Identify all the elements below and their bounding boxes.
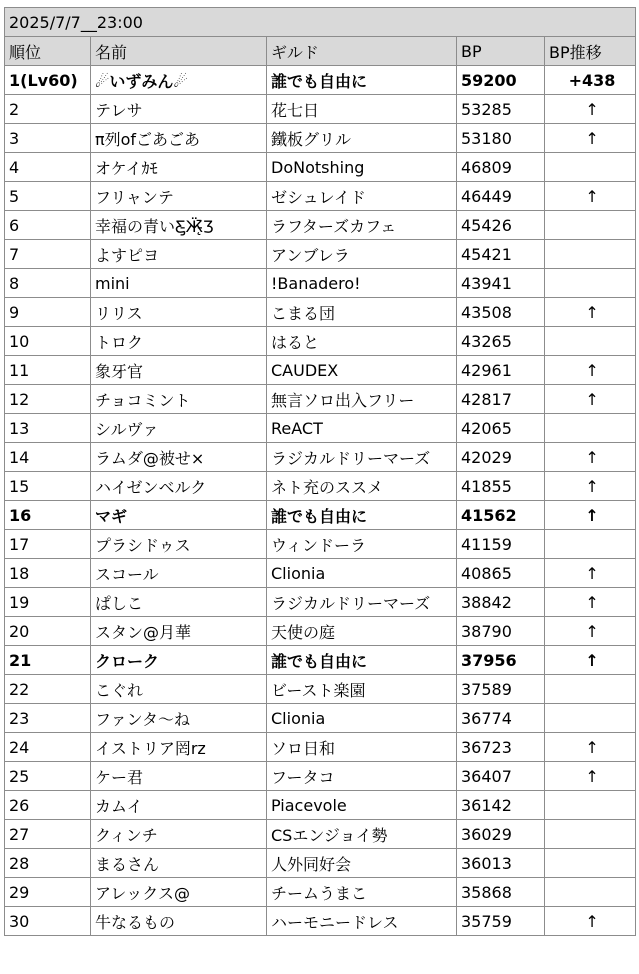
rank-cell[interactable]: 1(Lv60) — [5, 66, 91, 95]
bp-cell[interactable]: 53285 — [457, 95, 545, 124]
table-row — [5, 849, 636, 878]
name-cell[interactable]: ぱしこ — [91, 588, 267, 617]
bp-cell[interactable]: 36723 — [457, 733, 545, 762]
bp-change-cell[interactable] — [545, 327, 636, 356]
guild-cell[interactable]: CAUDEX — [267, 356, 457, 385]
table-row — [5, 907, 636, 936]
rank-cell[interactable]: 16 — [5, 501, 91, 530]
bp-cell[interactable]: 53180 — [457, 124, 545, 153]
bp-change-cell[interactable] — [545, 530, 636, 559]
bp-cell[interactable]: 46809 — [457, 153, 545, 182]
rank-cell[interactable]: 2 — [5, 95, 91, 124]
rank-cell[interactable]: 20 — [5, 617, 91, 646]
guild-cell[interactable]: ハーモニードレス — [267, 907, 457, 936]
guild-cell[interactable]: フータコ — [267, 762, 457, 791]
bp-change-cell[interactable]: ↑ — [545, 124, 636, 153]
bp-cell[interactable]: 42029 — [457, 443, 545, 472]
bp-change-cell[interactable]: ↑ — [545, 298, 636, 327]
name-cell[interactable]: mini — [91, 269, 267, 298]
table-row — [5, 820, 636, 849]
rank-cell[interactable]: 21 — [5, 646, 91, 675]
guild-cell[interactable]: ゼシュレイド — [267, 182, 457, 211]
bp-change-cell[interactable] — [545, 211, 636, 240]
guild-cell[interactable]: 誰でも自由に — [267, 501, 457, 530]
name-cell[interactable]: 幸福の青いƸ̵̡Ӝ̵̨̄Ʒ — [91, 211, 267, 240]
bp-cell[interactable]: 59200 — [457, 66, 545, 95]
bp-change-cell[interactable] — [545, 820, 636, 849]
guild-cell[interactable]: 鐵板グリル — [267, 124, 457, 153]
name-cell[interactable]: ファンタ〜ね — [91, 704, 267, 733]
table-row — [5, 472, 636, 501]
bp-change-cell[interactable]: ↑ — [545, 588, 636, 617]
guild-cell[interactable]: Clionia — [267, 559, 457, 588]
rank-cell[interactable]: 27 — [5, 820, 91, 849]
rank-cell[interactable]: 13 — [5, 414, 91, 443]
rank-cell[interactable]: 17 — [5, 530, 91, 559]
bp-change-cell[interactable]: ↑ — [545, 356, 636, 385]
table-row — [5, 733, 636, 762]
rank-cell[interactable]: 19 — [5, 588, 91, 617]
rank-cell[interactable]: 9 — [5, 298, 91, 327]
bp-change-cell[interactable] — [545, 269, 636, 298]
bp-change-cell[interactable] — [545, 675, 636, 704]
rank-cell[interactable]: 29 — [5, 878, 91, 907]
title-cell[interactable]: 2025/7/7__23:00 — [5, 8, 636, 37]
guild-cell[interactable]: 誰でも自由に — [267, 646, 457, 675]
bp-cell[interactable]: 45421 — [457, 240, 545, 269]
bp-cell[interactable]: 41855 — [457, 472, 545, 501]
table-row — [5, 269, 636, 298]
table-row — [5, 530, 636, 559]
bp-change-cell[interactable] — [545, 878, 636, 907]
bp-cell[interactable]: 40865 — [457, 559, 545, 588]
rank-cell[interactable]: 23 — [5, 704, 91, 733]
rank-cell[interactable]: 4 — [5, 153, 91, 182]
bp-change-cell[interactable] — [545, 240, 636, 269]
header-rank[interactable]: 順位 — [5, 37, 91, 66]
name-cell[interactable]: イストリア罔rz — [91, 733, 267, 762]
bp-change-cell[interactable] — [545, 704, 636, 733]
table-row — [5, 878, 636, 907]
bp-change-cell[interactable]: ↑ — [545, 501, 636, 530]
guild-cell[interactable]: こまる団 — [267, 298, 457, 327]
bp-cell[interactable]: 37956 — [457, 646, 545, 675]
table-row — [5, 791, 636, 820]
guild-cell[interactable]: ラジカルドリーマーズ — [267, 588, 457, 617]
table-row — [5, 414, 636, 443]
name-cell[interactable]: クィンチ — [91, 820, 267, 849]
table-row — [5, 356, 636, 385]
bp-cell[interactable]: 46449 — [457, 182, 545, 211]
guild-cell[interactable]: ネト充のススメ — [267, 472, 457, 501]
bp-cell[interactable]: 38790 — [457, 617, 545, 646]
guild-cell[interactable]: アンブレラ — [267, 240, 457, 269]
bp-change-cell[interactable] — [545, 153, 636, 182]
table-row — [5, 588, 636, 617]
bp-change-cell[interactable]: ↑ — [545, 617, 636, 646]
bp-change-cell[interactable] — [545, 849, 636, 878]
guild-cell[interactable]: ソロ日和 — [267, 733, 457, 762]
bp-change-cell[interactable]: ↑ — [545, 95, 636, 124]
name-cell[interactable]: π列ofごあごあ — [91, 124, 267, 153]
table-row — [5, 646, 636, 675]
rank-cell[interactable]: 24 — [5, 733, 91, 762]
guild-cell[interactable]: 無言ソロ出入フリー — [267, 385, 457, 414]
table-row — [5, 762, 636, 791]
rank-cell[interactable]: 5 — [5, 182, 91, 211]
guild-cell[interactable]: Clionia — [267, 704, 457, 733]
rank-cell[interactable]: 22 — [5, 675, 91, 704]
name-cell[interactable]: オケイｶﾓ — [91, 153, 267, 182]
bp-change-cell[interactable]: ↑ — [545, 559, 636, 588]
name-cell[interactable]: こぐれ — [91, 675, 267, 704]
rank-cell[interactable]: 8 — [5, 269, 91, 298]
rank-cell[interactable]: 12 — [5, 385, 91, 414]
rank-cell[interactable]: 30 — [5, 907, 91, 936]
table-row — [5, 182, 636, 211]
table-row — [5, 385, 636, 414]
name-cell[interactable]: リリス — [91, 298, 267, 327]
table-row — [5, 617, 636, 646]
bp-cell[interactable]: 43941 — [457, 269, 545, 298]
bp-change-cell[interactable]: ↑ — [545, 472, 636, 501]
rank-cell[interactable]: 14 — [5, 443, 91, 472]
header-row — [5, 37, 636, 66]
bp-cell[interactable]: 42065 — [457, 414, 545, 443]
guild-cell[interactable]: DoNotshing — [267, 153, 457, 182]
name-cell[interactable]: フリャンテ — [91, 182, 267, 211]
name-cell[interactable]: スタン@月華 — [91, 617, 267, 646]
name-cell[interactable]: シルヴァ — [91, 414, 267, 443]
guild-cell[interactable]: チームうまこ — [267, 878, 457, 907]
bp-cell[interactable]: 43508 — [457, 298, 545, 327]
bp-change-cell[interactable]: ↑ — [545, 646, 636, 675]
guild-cell[interactable]: ビースト楽園 — [267, 675, 457, 704]
name-cell[interactable]: ラムダ@被せ× — [91, 443, 267, 472]
rank-cell[interactable]: 3 — [5, 124, 91, 153]
table-row — [5, 443, 636, 472]
bp-change-cell[interactable]: ↑ — [545, 733, 636, 762]
name-cell[interactable]: 牛なるもの — [91, 907, 267, 936]
bp-cell[interactable]: 36142 — [457, 791, 545, 820]
rank-cell[interactable]: 28 — [5, 849, 91, 878]
table-row — [5, 704, 636, 733]
bp-change-cell[interactable]: +438 — [545, 66, 636, 95]
table-row — [5, 153, 636, 182]
guild-cell[interactable]: ReACT — [267, 414, 457, 443]
table-row — [5, 240, 636, 269]
table-row — [5, 559, 636, 588]
header-guild[interactable]: ギルド — [267, 37, 457, 66]
guild-cell[interactable]: ウィンドーラ — [267, 530, 457, 559]
table-row — [5, 327, 636, 356]
guild-cell[interactable]: 花七日 — [267, 95, 457, 124]
bp-cell[interactable]: 45426 — [457, 211, 545, 240]
name-cell[interactable]: プラシドゥス — [91, 530, 267, 559]
bp-cell[interactable]: 36774 — [457, 704, 545, 733]
bp-cell[interactable]: 42817 — [457, 385, 545, 414]
name-cell[interactable]: ケー君 — [91, 762, 267, 791]
name-cell[interactable]: まるさん — [91, 849, 267, 878]
bp-change-cell[interactable]: ↑ — [545, 182, 636, 211]
bp-cell[interactable]: 38842 — [457, 588, 545, 617]
bp-cell[interactable]: 35759 — [457, 907, 545, 936]
name-cell[interactable]: カムイ — [91, 791, 267, 820]
guild-cell[interactable]: 天使の庭 — [267, 617, 457, 646]
guild-cell[interactable]: はると — [267, 327, 457, 356]
guild-cell[interactable]: !Banadero! — [267, 269, 457, 298]
rank-cell[interactable]: 18 — [5, 559, 91, 588]
name-cell[interactable]: スコール — [91, 559, 267, 588]
table-row — [5, 501, 636, 530]
bp-change-cell[interactable]: ↑ — [545, 443, 636, 472]
guild-cell[interactable]: 誰でも自由に — [267, 66, 457, 95]
bp-cell[interactable]: 41562 — [457, 501, 545, 530]
header-name[interactable]: 名前 — [91, 37, 267, 66]
name-cell[interactable]: アレックス@ — [91, 878, 267, 907]
bp-change-cell[interactable]: ↑ — [545, 907, 636, 936]
bp-change-cell[interactable] — [545, 414, 636, 443]
bp-cell[interactable]: 36013 — [457, 849, 545, 878]
title-row — [5, 8, 636, 37]
guild-cell[interactable]: 人外同好会 — [267, 849, 457, 878]
bp-change-cell[interactable]: ↑ — [545, 385, 636, 414]
guild-cell[interactable]: Piacevole — [267, 791, 457, 820]
rank-cell[interactable]: 6 — [5, 211, 91, 240]
bp-change-cell[interactable]: ↑ — [545, 762, 636, 791]
table-row — [5, 124, 636, 153]
table-row — [5, 675, 636, 704]
rank-cell[interactable]: 10 — [5, 327, 91, 356]
bp-cell[interactable]: 41159 — [457, 530, 545, 559]
bp-cell[interactable]: 35868 — [457, 878, 545, 907]
rank-cell[interactable]: 26 — [5, 791, 91, 820]
rank-cell[interactable]: 7 — [5, 240, 91, 269]
name-cell[interactable]: クローク — [91, 646, 267, 675]
bp-cell[interactable]: 36407 — [457, 762, 545, 791]
name-cell[interactable]: テレサ — [91, 95, 267, 124]
table-row — [5, 95, 636, 124]
bp-cell[interactable]: 37589 — [457, 675, 545, 704]
rank-cell[interactable]: 11 — [5, 356, 91, 385]
table-row — [5, 298, 636, 327]
guild-cell[interactable]: ラフターズカフェ — [267, 211, 457, 240]
rank-cell[interactable]: 15 — [5, 472, 91, 501]
header-bp[interactable]: BP — [457, 37, 545, 66]
guild-cell[interactable]: CSエンジョイ勢 — [267, 820, 457, 849]
ranking-table — [4, 7, 636, 936]
bp-change-cell[interactable] — [545, 791, 636, 820]
guild-cell[interactable]: ラジカルドリーマーズ — [267, 443, 457, 472]
rank-cell[interactable]: 25 — [5, 762, 91, 791]
name-cell[interactable]: よすピヨ — [91, 240, 267, 269]
bp-cell[interactable]: 43265 — [457, 327, 545, 356]
name-cell[interactable]: 象牙官 — [91, 356, 267, 385]
bp-cell[interactable]: 36029 — [457, 820, 545, 849]
name-cell[interactable]: ハイゼンベルク — [91, 472, 267, 501]
table-row — [5, 66, 636, 95]
name-cell[interactable]: マギ — [91, 501, 267, 530]
name-cell[interactable]: ☄いずみん☄ — [91, 66, 267, 95]
table-row — [5, 211, 636, 240]
name-cell[interactable]: トロク — [91, 327, 267, 356]
bp-cell[interactable]: 42961 — [457, 356, 545, 385]
name-cell[interactable]: チョコミント — [91, 385, 267, 414]
header-change[interactable]: BP推移 — [545, 37, 636, 66]
